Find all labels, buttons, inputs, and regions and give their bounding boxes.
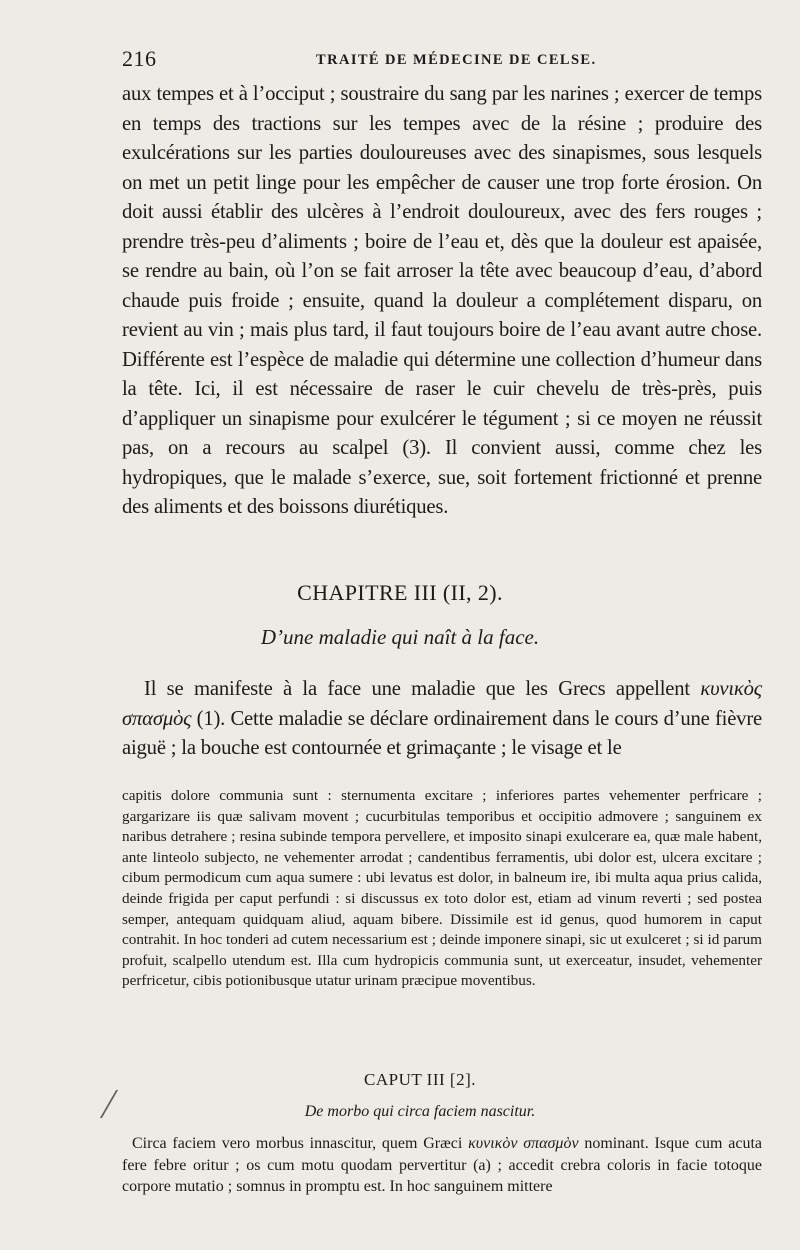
chapter-title-latin: CAPUT III [2]. bbox=[364, 1070, 476, 1089]
french-text-block bbox=[122, 80, 762, 523]
greek-term-latin: κυνικὸν σπασμὸν bbox=[468, 1135, 579, 1152]
latin-paragraph-1: capitis dolore communia sunt : sternumenta excitare ; inferiores partes vehementer perfricare ; gargarizare iis quæ salivam movent ; cucurbitulas temporibus et occipitio admovere ; sanguinem ex naribus detrahere ; resina subinde tempora pervellere, et imposito sinapi exulcerare ea, quæ male habent, ante linteolo subjecto, ne vehementer arrodat ; candentibus ferramentis, ubi dolor est, ulcera excitare ; cibum permodicum cum aqua sumere : ubi levatus est dolor, in balneum ire, ibi multa aqua prius calida, deinde frigida per caput perfundi : si discussus ex toto dolor est, etiam ad vinum reverti ; sed postea semper, antequam quidquam aliud, aquam bibere. Dissimile est id genus, quod humorem in caput contrahit. In hoc tonderi ad cutem necessarium est ; deinde imponere sinapi, sic ut exulceret ; si id parum profuit, scalpello utendum est. Illa cum hydropicis communia sunt, ut exerceatur, insudet, vehementer perfricetur, cibis potionibusque utatur urinam præcipue moventibus. bbox=[122, 787, 762, 990]
chapter-subtitle-latin: De morbo qui circa faciem nascitur. bbox=[304, 1103, 536, 1120]
latin-paragraph-2-end: nominant. Isque cum acuta fere febre oritur ; os cum motu quodam pervertitur (a) ; accedit crebra coloris in facie totoque corpore mutatio ; somnus in promptu est. In hoc sanguinem mittere bbox=[122, 1135, 763, 1195]
latin-paragraph-2-start: Circa faciem vero morbus innascitur, quem Græci bbox=[132, 1135, 469, 1152]
greek-term-french: κυνικὸς σπασμὸς bbox=[122, 678, 762, 730]
chapter-title-french: CHAPITRE III (II, 2). bbox=[297, 580, 503, 605]
latin-paragraph-2 bbox=[122, 1133, 762, 1198]
french-paragraph-2-end: (1). Cette maladie se déclare ordinairement dans le cours d’une fièvre aiguë ; la bouche est contournée et grimaçante ; le visage et le bbox=[122, 707, 762, 759]
chapter-subtitle-french: D’une maladie qui naît à la face. bbox=[260, 625, 540, 649]
latin-text-block bbox=[122, 786, 762, 992]
french-text-block-2 bbox=[122, 675, 762, 764]
french-paragraph-2 bbox=[122, 675, 762, 764]
page-number: 216 bbox=[122, 46, 157, 71]
french-paragraph-2-start: Il se manifeste à la face une maladie que les Grecs appellent bbox=[144, 678, 701, 700]
latin-text-block-2 bbox=[122, 1133, 762, 1198]
french-paragraph-1: aux tempes et à l’occiput ; soustraire du sang par les narines ; exercer de temps en temps des tractions sur les tempes avec de la résine ; produire des exulcérations sur les parties douloureuses avec des sinapismes, sous lesquels on met un petit linge pour les empêcher de causer une trop forte érosion. On doit aussi établir des ulcères à l’endroit douloureux, avec des fers rouges ; prendre très-peu d’aliments ; boire de l’eau et, dès que la douleur est apaisée, se rendre au bain, où l’on se fait arroser la tête avec beaucoup d’eau, d’abord chaude puis froide ; ensuite, quand la douleur a complétement disparu, on revient au vin ; mais plus tard, il faut toujours boire de l’eau avant autre chose. Différente est l’espèce de maladie qui détermine une collection d’humeur dans la tête. Ici, il est nécessaire de raser le cuir chevelu de très-près, puis d’appliquer un sinapisme pour exulcérer le tégument ; si ce moyen ne réussit pas, on a recours au scalpel (3). Il convient aussi, comme chez les hydropiques, que le malade s’exerce, sue, soit fortement frictionné et prenne des aliments et des boissons diurétiques. bbox=[122, 83, 762, 518]
running-title: TRAITÉ DE MÉDECINE DE CELSE. bbox=[316, 52, 597, 68]
